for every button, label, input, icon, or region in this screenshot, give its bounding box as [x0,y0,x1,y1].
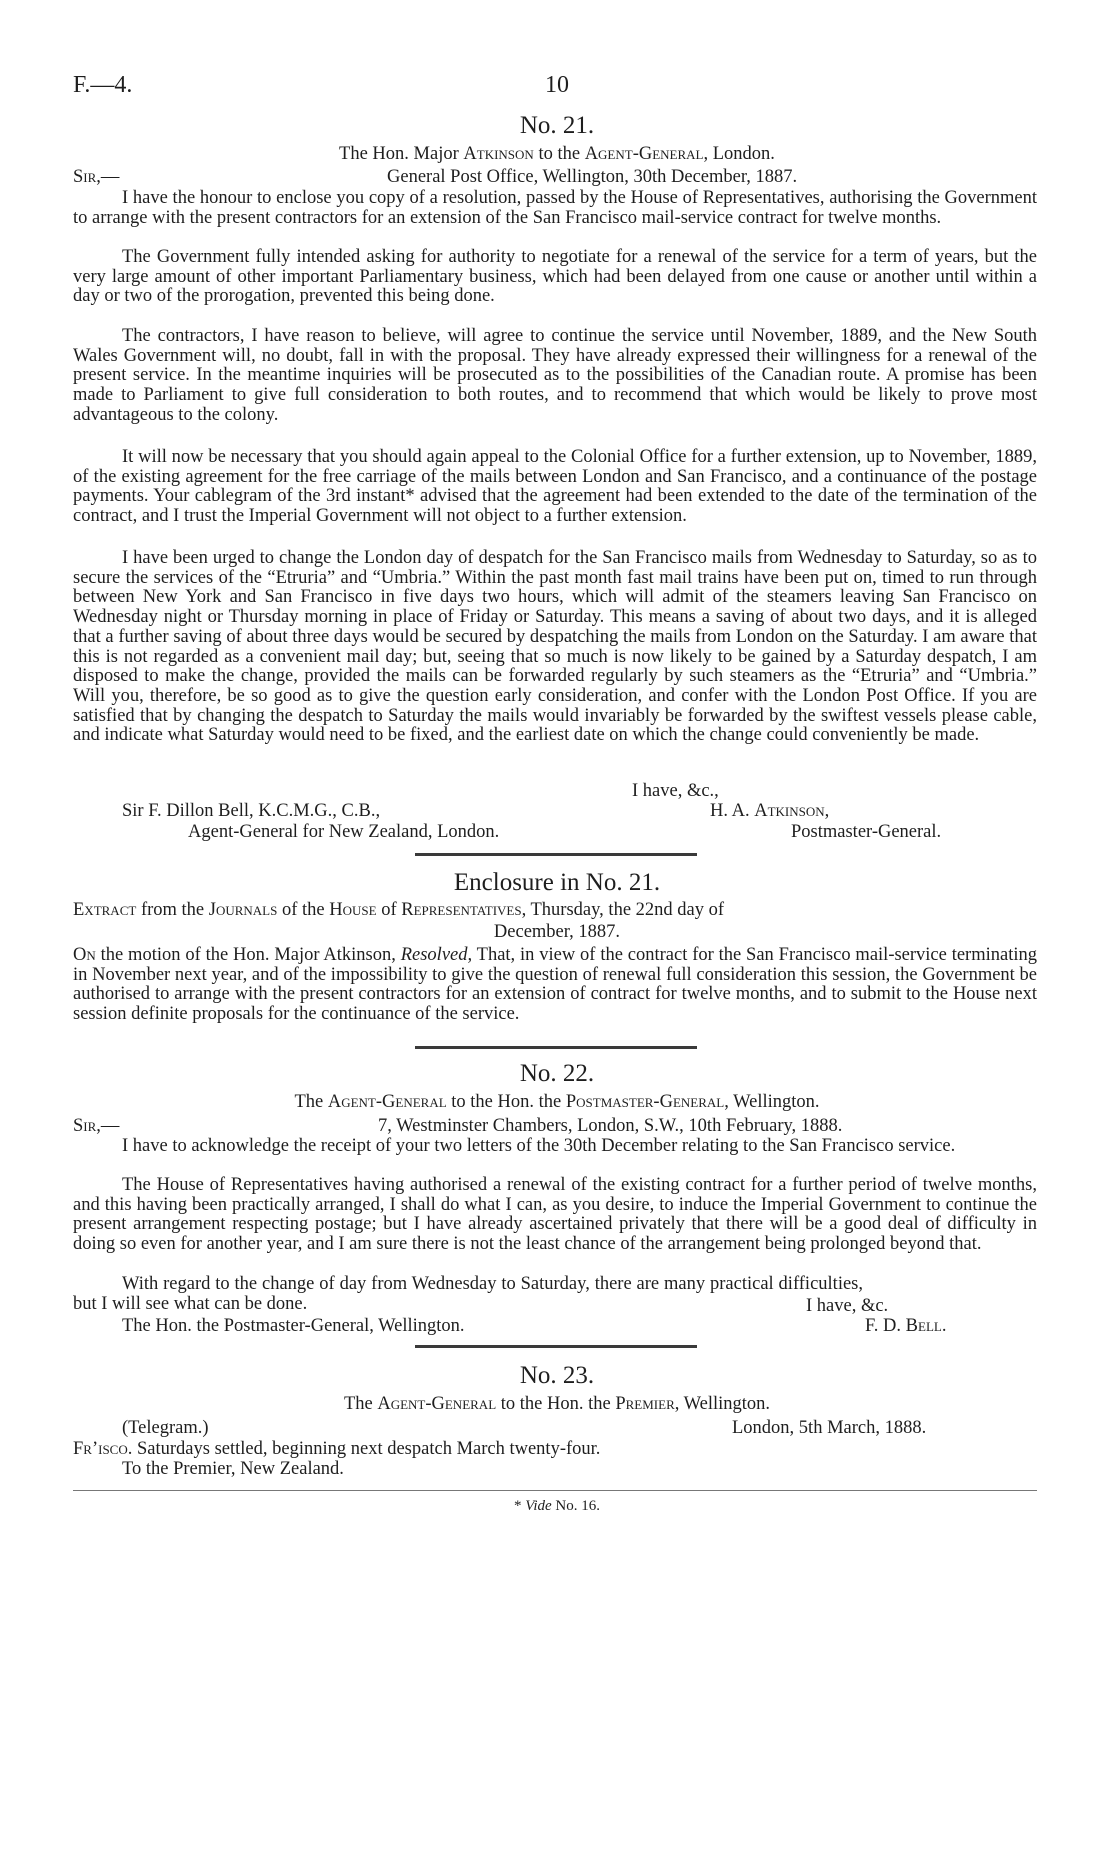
letter-21-signature-title: Postmaster-General. [791,822,942,842]
page-number: 10 [545,72,569,98]
letter-23-heading: No. 23. [519,1362,595,1389]
letter-22-title: The Agent-General to the Hon. the Postmaster-General, Wellington. [294,1092,820,1112]
enclosure-21-heading: Enclosure in No. 21. [453,869,661,896]
section-divider [415,1345,697,1348]
footnote: * Vide No. 16. [514,1498,600,1514]
letter-22-signature: F. D. Bell. [865,1316,947,1336]
footnote-rule [73,1490,1037,1491]
document-reference: F.—4. [73,72,133,98]
letter-23-kind: (Telegram.) [122,1418,209,1438]
letter-21-title: The Hon. Major Atkinson to the Agent-General, London. [339,144,775,164]
letter-22-paragraph-2: The House of Representatives having authorised a renewal of the existing contract for a further period of twelve months, and this having been practically arranged, I shall do what I can, as you desire, to induce the Imperial Government to continue the present arrangement respecting postage; but I have already ascertained privately that there will be a good deal of difficulty in doing so even for another year, and I am sure there is not the least chance of the arrangement being prolonged beyond that. [73,1175,1037,1255]
section-divider [415,1046,697,1049]
letter-23-telegram-body: Fr’isco. Saturdays settled, beginning next despatch March twenty-four. [73,1439,601,1459]
letter-22-dateline: 7, Westminster Chambers, London, S.W., 10th February, 1888. [378,1116,843,1136]
letter-21-paragraph-4: It will now be necessary that you should again appeal to the Colonial Office for a further extension, up to November, 1889, of the existing agreement for the free carriage of the mails between London and San Francisco, and a continuance of the postage payments. Your cablegram of the 3rd instant* advised that the agreement had been extended to the date of the termination of the contract, and I trust the Imperial Government will not object to a further extension. [73,447,1037,527]
letter-22-paragraph-1: I have to acknowledge the receipt of your two letters of the 30th December relating to the San Francisco service. [122,1136,956,1156]
letter-21-dateline: General Post Office, Wellington, 30th December, 1887. [387,167,798,187]
letter-21-closing: I have, &c., [632,781,719,801]
section-divider [415,853,697,856]
letter-21-addressee-line-2: Agent-General for New Zealand, London. [188,822,500,842]
letter-21-heading: No. 21. [519,112,595,139]
letter-21-paragraph-5: I have been urged to change the London day of despatch for the San Francisco mails from Wednesday to Saturday, so as to secure the services of the “Etruria” and “Umbria.” Within the past month fast mail trains have been put on, timed to run through between New York and San Francisco in five days two hours, which will admit of the steamers leaving San Francisco on Wednesday night or Thursday morning in place of Friday or Saturday. This means a saving of about two days, and it is alleged that a further saving of about three days would be secured by despatching the mails from London on the Saturday. I am aware that this is not regarded as a convenient mail day; but, seeing that so much is now likely to be gained by a Saturday despatch, I am disposed to make the change, provided the mails can be forwarded regularly by such steamers as the “Etruria” and “Umbria.” Will you, therefore, be so good as to give the question early consideration, and confer with the London Post Office. If you are satisfied that by changing the despatch to Saturday the mails would invariably be forwarded by the swiftest vessels please cable, and indicate what Saturday would need to be fixed, and the earliest date on which the change could conveniently be made. [73,548,1037,746]
letter-21-salutation: Sir,— [73,167,120,187]
letter-23-title: The Agent-General to the Hon. the Premier, Wellington. [343,1394,771,1414]
letter-21-paragraph-3: The contractors, I have reason to believe, will agree to continue the service until November, 1889, and the New South Wales Government will, no doubt, fall in with the proposal. They have already expressed their willingness for a renewal of the present service. In the meantime inquiries will be prosecuted as to the possibilities of the Canadian route. A promise has been made to Parliament to give full consideration to both routes, and to recommend that which would be likely to prove most advantageous to the colony. [73,326,1037,425]
letter-21-addressee-line-1: Sir F. Dillon Bell, K.C.M.G., C.B., [122,801,381,821]
letter-21-signature: H. A. Atkinson, [710,801,830,821]
enclosure-21-extract-line: Extract from the Journals of the House of Representatives, Thursday, the 22nd day of [73,900,725,920]
enclosure-21-resolution: On the motion of the Hon. Major Atkinson, Resolved, That, in view of the contract for the San Francisco mail-service terminating in November next year, and of the impossibility to give the question of renewal full consideration this session, the Government be authorised to arrange with the present contractors for an extension of contract for twelve months, and to submit to the House next session definite proposals for the continuance of the service. [73,945,1037,1025]
letter-22-addressee: The Hon. the Postmaster-General, Wellington. [122,1316,465,1336]
letter-21-paragraph-2: The Government fully intended asking for authority to negotiate for a renewal of the service for a term of years, but the very large amount of other important Parliamentary business, which had been delayed from one cause or another until within a day or two of the prorogation, prevented this being done. [73,247,1037,307]
letter-21-paragraph-1: I have the honour to enclose you copy of a resolution, passed by the House of Representatives, authorising the Government to arrange with the present contractors for an extension of the San Francisco mail-service contract for twelve months. [73,188,1037,228]
letter-22-paragraph-3: With regard to the change of day from Wednesday to Saturday, there are many practical difficulties, but I will see what can be done. [73,1274,863,1314]
letter-22-heading: No. 22. [519,1060,595,1087]
letter-22-salutation: Sir,— [73,1116,120,1136]
letter-22-closing: I have, &c. [806,1296,889,1316]
letter-23-addressee: To the Premier, New Zealand. [122,1459,344,1479]
letter-23-dateline: London, 5th March, 1888. [732,1418,927,1438]
enclosure-21-date: December, 1887. [493,922,621,942]
